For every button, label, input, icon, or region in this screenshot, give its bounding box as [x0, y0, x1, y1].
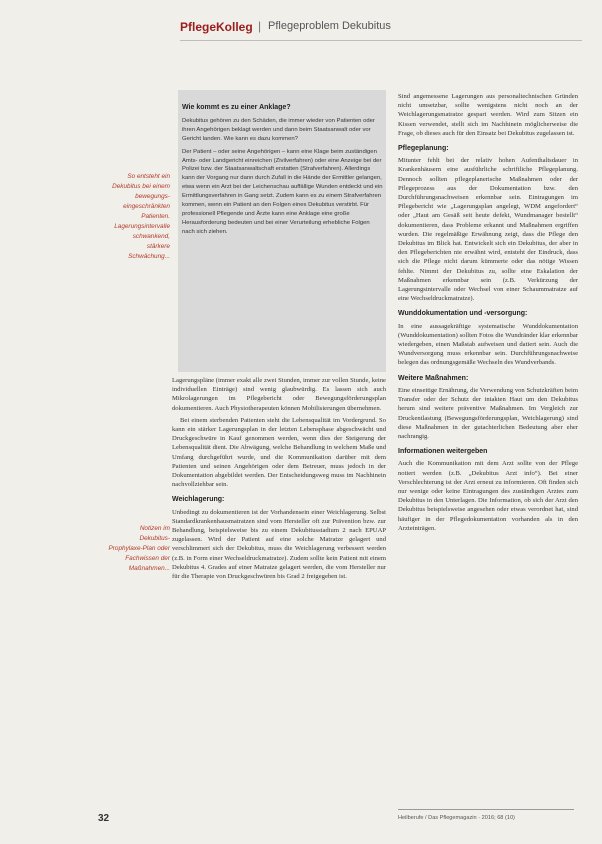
info-box-paragraph: Der Patient – oder seine Angehörigen – kann eine Klage beim zuständigen Amts- oder Landgericht einreichen (Zivilverfahren) oder eine Anzeige bei der Polizei bzw. der Staatsanwaltschaft erstatten (Strafverfahren). Allerdings kann der Vorgang nur dann durch Zufall in die Hände der Ermittler gelangen, etwa wenn ein Arzt bei der Leichenschau auffällige Wunden entdeckt und ein Ermittlungsverfahren in Gang setzt. Zudem kann es zu einem Strafverfahren kommen, wenn ein Patient an den Folgen eines Dekubitus verstirbt. Für professionell Pflegende und Ärzte kann eine Anklage eine große Herausforderung bedeuten und bei einer Verurteilung erhebliche Folgen nach sich ziehen. — [182, 148, 383, 235]
footer-rule — [398, 809, 574, 810]
header-brand: PflegeKolleg — [180, 20, 253, 34]
info-box-title: Wie kommt es zu einer Anklage? — [182, 104, 291, 111]
paragraph: Bei einem sterbenden Patienten steht die Lebensqualität im Vordergrund. So kann ein stärker Lagerungsplan in der letzten Lebensphase abgeschwächt und Druckgeschwüre in Kauf genommen werden, wenn dies der Steigerung der Lebensqualität dient. Die Abwägung, welche Behandlung in welchem Maße und Umfang durchgeführt wurde, und die Kommunikation darüber mit dem Patienten und seinen Angehörigen oder dem Betreuer, muss jedoch in der Dokumentation abgebildet werden. Der Entscheidungsweg muss im Nachhinein nachvollziehbar sein. — [172, 416, 386, 489]
paragraph: Mitunter fehlt bei der relativ hohen Aufenthaltsdauer in Krankenhäusern eine ausführliche schriftliche Pflegeplanung. Dennoch sollten pflegeplanerische Maßnahmen oder der Pflegeprozess aus der Dokumentation bzw. den Durchführungsnachweisen erkennbar sein. Eintragungen im Pflegebericht wie „Lagerungsplan angelegt, WDM angefordert“ oder „Haut am Gesäß seit heute defekt, Wundmanager bestellt“ dokumentieren, dass Probleme erkannt und Maßnahmen ergriffen wurden. Die regelmäßige Erwähnung zeigt, dass die Pflege den Dekubitus im Blick hat. Entwickelt sich ein Dekubitus, der aber in den Pflegeberichten nie erwähnt wird, entsteht der Eindruck, dass sich die Pflege nicht darum kümmerte oder das nötige Wissen fehlte. Nimmt der Dekubitus zu, sollte eine Eskalation der Maßnahmen erkennbar sein (z.B. Verkürzung der Lagerungsintervalle oder Wechsel von einer Schaummatratze auf eine Wechseldruckmatratze). — [398, 157, 578, 303]
section-heading: Weitere Maßnahmen: — [398, 374, 469, 382]
page-header — [180, 18, 582, 41]
text-column-left — [172, 376, 386, 584]
paragraph: Unbedingt zu dokumentieren ist der Vorhandensein einer Weichlagerung. Selbst Standardkrankenhausmatratzen sind vom Hersteller oft zur Prävention bzw. zur Behandlung, beispielsweise bis zu einem Dekubitusstadium 2 nach EPUAP zugelassen. Wird der Patient auf eine solche Matratze gelagert und verschlimmert sich der Dekubitus, muss die Weichlagerung verbessert werden (z.B. in Form einer Wechseldruckmatratze). Zudem sollte kein Patient mit einem Dekubitus 4. Grades auf einer Matratze gelagert werden, die vom Hersteller nur für die Therapie von Druckgeschwüren bis Grad 2 freigegeben ist. — [172, 508, 386, 581]
paragraph: Auch die Kommunikation mit dem Arzt sollte von der Pflege notiert werden (z.B. „Dekubitus Arzt info“). Bei einer Verschlechterung ist der Arzt erneut zu informieren. Oft finden sich nur wenige oder keine Eintragungen des zuständigen Arztes zum Dekubitus in den Unterlagen. Die Information, ob sich der Arzt den Dekubitus beispielsweise angesehen oder etwas verordnet hat, sind häufiger in der Pflegedokumentation vorhanden als in den Arzteinträgen. — [398, 460, 578, 532]
section-heading: Informationen weitergeben — [398, 448, 488, 456]
section-heading: Wunddokumentation und -versorgung: — [398, 310, 528, 318]
paragraph: Lagerungspläne (immer exakt alle zwei Stunden, immer zur vollen Stunde, keine individuellen Einträge) sind wenig glaubwürdig. Es lassen sich auch Mikrolagerungen im Pflegebericht oder Bewegungsförderungsplan dokumentieren. Auch Physiotherapeuten können Mobilisierungen übernehmen. — [172, 377, 386, 412]
section-heading: Weichlagerung: — [172, 496, 225, 504]
paragraph: Eine einseitige Ernährung, die Verwendung von Schutzkräften beim Transfer oder der Schutz der intakten Haut um den Dekubitus herum sind weitere präventive Maßnahmen. Im Vergleich zur Druckentlastung (Bewegungsförderungsplan, Weichlagerung) sind diese Maßnahmen in der gutachterlichen Bedeutung aber eher nachrangig. — [398, 386, 578, 440]
margin-note-2: Notizen im Dekubitus-Prophylaxe-Plan oder Fachwissen der Maßnahmen... — [108, 525, 170, 572]
text-column-right — [398, 92, 578, 536]
page-number: 32 — [98, 813, 110, 824]
paragraph: In eine aussagekräftige systematische Wunddokumentation (Wunddokumentation) sollten Fotos die Wundränder klar erkennbar wiedergeben, einen Maßstab aufweisen und datiert sein. Auch die Wundversorgung muss erkennbar sein. Durchführungsnachweise belegen das ordnungsgemäße Wechseln des Wundverbands. — [398, 322, 578, 367]
paragraph: Sind angemessene Lagerungen aus personaltechnischen Gründen nicht umsetzbar, sollte wenigstens nicht noch an der Weichlagerungsmatratze gespart werden. Wird zum Sitzen ein Kissen verwendet, stellt sich im Nachhinein möglicherweise die Frage, ob dieses auch für den Einsatz bei Dekubitus zugelassen ist. — [398, 93, 578, 137]
margin-note-1: So entsteht ein Dekubitus bei einem bewegungs-eingeschränkten Patienten. Lagerungsintervalle schwankend, stärkere Schwächung... — [112, 173, 170, 260]
info-box — [182, 104, 384, 241]
header-separator: | — [258, 19, 262, 33]
header-topic: Pflegeproblem Dekubitus — [268, 20, 391, 32]
footer-source: Heilberufe / Das Pflegemagazin · 2016; 68 (10) — [398, 815, 515, 821]
info-box-paragraph: Dekubitus gehören zu den Schäden, die immer wieder von Patienten oder ihren Angehörigen beklagt werden und dann beim Staatsanwalt oder vor Gericht landen. Wie kann es dazu kommen? — [182, 117, 375, 142]
section-heading: Pflegeplanung: — [398, 145, 449, 153]
